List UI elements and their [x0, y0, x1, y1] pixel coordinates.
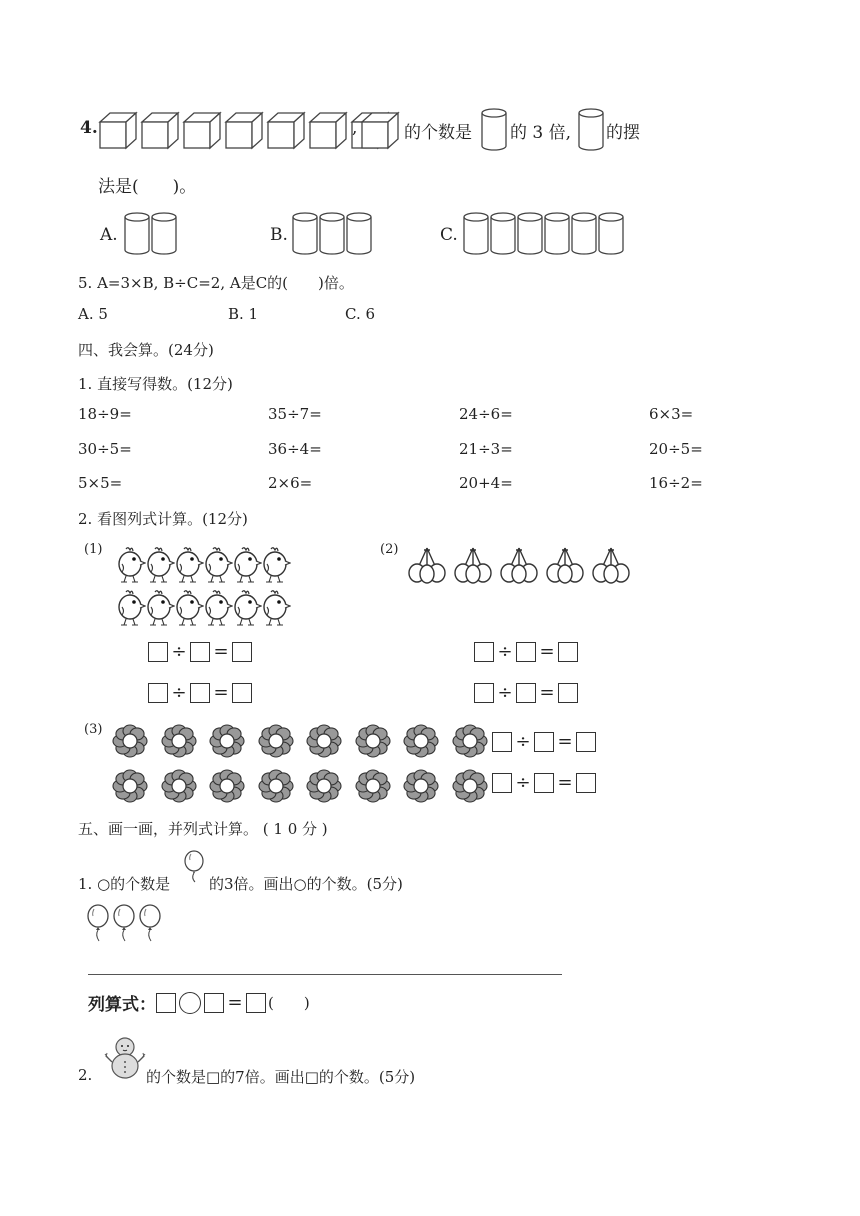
- cherry-icon: [546, 544, 584, 584]
- flower-icon: [257, 768, 295, 804]
- cube-icon: [308, 110, 348, 150]
- section-4-title: 四、我会算。(24分): [78, 341, 214, 359]
- chick-icon: [261, 587, 291, 627]
- divide-sign: ÷: [497, 641, 513, 662]
- calc-item: 36÷4=: [268, 440, 322, 458]
- flower-icon: [160, 723, 198, 759]
- flower-icon: [451, 768, 489, 804]
- part-2-label: (2): [380, 542, 399, 557]
- cylinder-icon: [544, 212, 570, 256]
- cherry-icon: [500, 544, 538, 584]
- calc-item: 20+4=: [459, 474, 513, 492]
- flower-icon: [402, 768, 440, 804]
- section-5-q2-text: 的个数是□的7倍。画出□的个数。(5分): [146, 1068, 416, 1086]
- cube-icon: [140, 110, 180, 150]
- q4-text-count: 的个数是: [404, 123, 472, 143]
- balloon-icon: [112, 904, 136, 944]
- divide-sign: ÷: [515, 772, 531, 793]
- part-3-label: (3): [84, 722, 103, 737]
- cylinder-icon: [151, 212, 177, 256]
- divide-sign: ÷: [515, 731, 531, 752]
- calc-item: 35÷7=: [268, 405, 322, 423]
- equation-row: [492, 772, 596, 793]
- equals-sign: =: [213, 641, 229, 662]
- cylinder-icon: [292, 212, 318, 256]
- chick-icon: [116, 587, 146, 627]
- q4-comma: ,: [352, 118, 358, 138]
- cylinder-icon: [598, 212, 624, 256]
- answer-box[interactable]: [148, 683, 168, 703]
- cube-icon: [266, 110, 306, 150]
- answer-box[interactable]: [148, 642, 168, 662]
- equals-sign: =: [557, 731, 573, 752]
- balloon-icon: [183, 850, 205, 886]
- cube-icon: [182, 110, 222, 150]
- q5-option-c: C. 6: [345, 305, 376, 323]
- cylinder-icon: [124, 212, 150, 256]
- chick-icon: [116, 544, 146, 584]
- q4-text-times: 的 3 倍,: [510, 123, 572, 143]
- answer-box[interactable]: [246, 993, 266, 1013]
- answer-box[interactable]: [576, 732, 596, 752]
- chick-icon: [174, 544, 204, 584]
- section-4-sub1: 1. 直接写得数。(12分): [78, 375, 233, 393]
- answer-box[interactable]: [190, 642, 210, 662]
- q4-option-a-label: A.: [100, 225, 118, 245]
- calc-item: 6×3=: [649, 405, 694, 423]
- snowman-icon: [104, 1034, 146, 1080]
- formula-label: 列算式：: [88, 995, 156, 1015]
- cherry-icon: [454, 544, 492, 584]
- cylinder-icon: [463, 212, 489, 256]
- flower-icon: [305, 768, 343, 804]
- section-5-q1-post: 的3倍。画出○的个数。(5分): [209, 875, 403, 893]
- cube-icon: [98, 110, 138, 150]
- answer-box[interactable]: [558, 683, 578, 703]
- equation-row: [148, 682, 252, 703]
- chick-icon: [203, 544, 233, 584]
- answer-box[interactable]: [474, 642, 494, 662]
- flower-icon: [208, 723, 246, 759]
- chick-icon: [203, 587, 233, 627]
- flower-icon: [354, 768, 392, 804]
- unit-paren: ( ): [268, 994, 310, 1012]
- cube-icon: [360, 110, 400, 150]
- answer-box[interactable]: [516, 642, 536, 662]
- cylinder-icon: [490, 212, 516, 256]
- calc-item: 2×6=: [268, 474, 313, 492]
- answer-box[interactable]: [534, 732, 554, 752]
- chick-icon: [232, 587, 262, 627]
- flower-icon: [305, 723, 343, 759]
- equals-sign: =: [557, 772, 573, 793]
- calc-item: 18÷9=: [78, 405, 132, 423]
- chick-icon: [261, 544, 291, 584]
- cherry-icon: [408, 544, 446, 584]
- balloon-icon: [138, 904, 162, 944]
- section-5-q2-number: 2.: [78, 1066, 93, 1084]
- answer-box[interactable]: [232, 642, 252, 662]
- section-4-sub2: 2. 看图列式计算。(12分): [78, 510, 248, 528]
- cylinder-icon: [319, 212, 345, 256]
- equation-row: [474, 641, 578, 662]
- divide-sign: ÷: [171, 641, 187, 662]
- q5-question: 5. A=3×B, B÷C=2, A是C的( )倍。: [78, 274, 354, 292]
- chick-icon: [232, 544, 262, 584]
- answer-box[interactable]: [204, 993, 224, 1013]
- calc-item: 20÷5=: [649, 440, 703, 458]
- answer-box[interactable]: [492, 773, 512, 793]
- cylinder-icon: [571, 212, 597, 256]
- divide-sign: ÷: [171, 682, 187, 703]
- part-1-label: (1): [84, 542, 103, 557]
- cylinder-icon: [346, 212, 372, 256]
- answer-box[interactable]: [576, 773, 596, 793]
- equals-sign: =: [539, 682, 555, 703]
- flower-icon: [402, 723, 440, 759]
- calc-item: 16÷2=: [649, 474, 703, 492]
- equation-row: [474, 682, 578, 703]
- q4-line2: 法是( )。: [98, 177, 197, 197]
- equals-sign: =: [539, 641, 555, 662]
- operator-circle[interactable]: [179, 992, 201, 1014]
- cherry-icon: [592, 544, 630, 584]
- equals-sign: =: [213, 682, 229, 703]
- answer-box[interactable]: [190, 683, 210, 703]
- flower-icon: [451, 723, 489, 759]
- calc-item: 5×5=: [78, 474, 123, 492]
- calc-item: 24÷6=: [459, 405, 513, 423]
- answer-box[interactable]: [516, 683, 536, 703]
- flower-icon: [111, 723, 149, 759]
- calc-item: 30÷5=: [78, 440, 132, 458]
- answer-box[interactable]: [232, 683, 252, 703]
- chick-icon: [174, 587, 204, 627]
- section-5-q1-pre: 1. ○的个数是: [78, 875, 171, 893]
- q4-text-arrange: 的摆: [606, 123, 640, 143]
- chick-icon: [145, 544, 175, 584]
- q4-option-c-label: C.: [440, 225, 458, 245]
- divide-sign: ÷: [497, 682, 513, 703]
- answer-box[interactable]: [558, 642, 578, 662]
- cylinder-icon: [481, 108, 507, 152]
- q4-option-b-label: B.: [270, 225, 288, 245]
- chick-icon: [145, 587, 175, 627]
- q5-option-b: B. 1: [228, 305, 259, 323]
- balloon-icon: [86, 904, 110, 944]
- q5-option-a: A. 5: [78, 305, 108, 323]
- flower-icon: [354, 723, 392, 759]
- equation-row: [148, 641, 252, 662]
- flower-icon: [257, 723, 295, 759]
- equation-row: [492, 731, 596, 752]
- drawing-line: [88, 974, 562, 975]
- formula-row: [88, 990, 310, 1015]
- flower-icon: [160, 768, 198, 804]
- cylinder-icon: [517, 212, 543, 256]
- cylinder-icon: [578, 108, 604, 152]
- calc-item: 21÷3=: [459, 440, 513, 458]
- cube-icon: [224, 110, 264, 150]
- equals-sign: =: [227, 992, 243, 1013]
- flower-icon: [111, 768, 149, 804]
- answer-box[interactable]: [156, 993, 176, 1013]
- answer-box[interactable]: [534, 773, 554, 793]
- flower-icon: [208, 768, 246, 804]
- answer-box[interactable]: [492, 732, 512, 752]
- section-5-title: 五、画一画，并列式计算。 ( 1 0 分 ): [78, 820, 328, 838]
- q4-number: 4.: [80, 118, 98, 138]
- answer-box[interactable]: [474, 683, 494, 703]
